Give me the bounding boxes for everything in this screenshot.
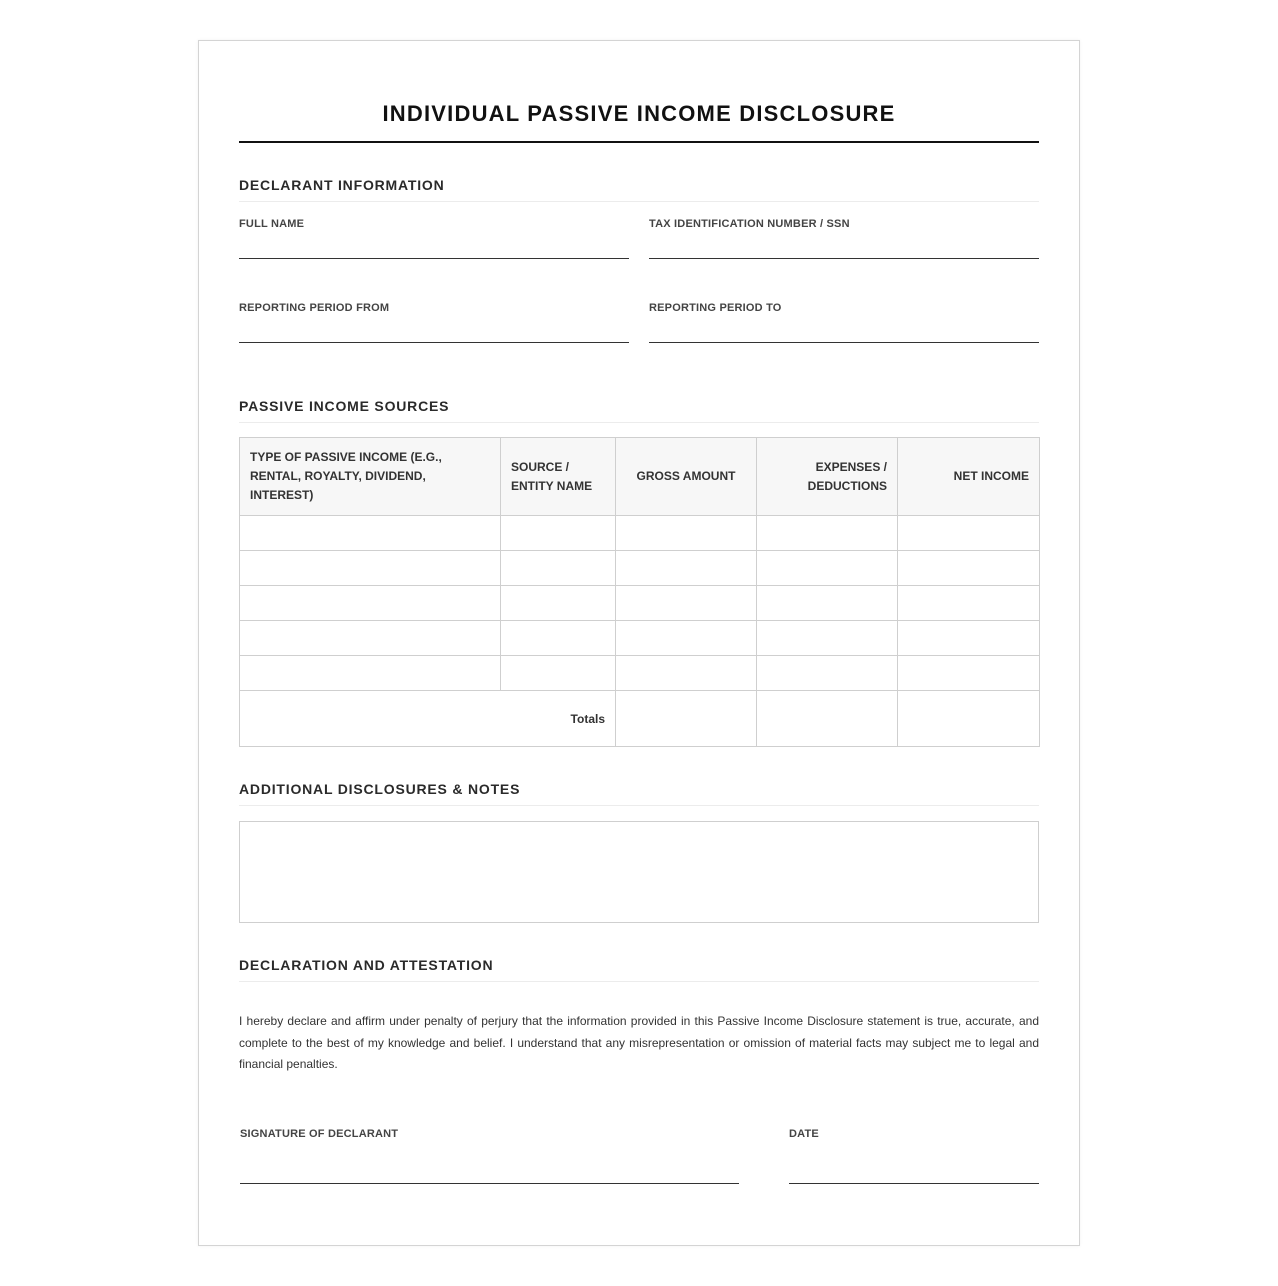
period-from-field[interactable]	[239, 302, 629, 314]
table-cell[interactable]	[501, 516, 616, 551]
form-title: INDIVIDUAL PASSIVE INCOME DISCLOSURE	[382, 101, 896, 126]
table-cell[interactable]	[757, 516, 898, 551]
period-to-label: REPORTING PERIOD TO	[649, 302, 782, 314]
table-cell[interactable]	[757, 551, 898, 586]
table-row	[240, 551, 1040, 586]
table-cell[interactable]	[757, 586, 898, 621]
tin-label: TAX IDENTIFICATION NUMBER / SSN	[649, 218, 850, 230]
totals-label: Totals	[240, 691, 616, 747]
period-from-label: REPORTING PERIOD FROM	[239, 302, 390, 314]
signature-field[interactable]	[240, 1128, 739, 1140]
col-header-gross-amount: GROSS AMOUNT	[616, 438, 757, 516]
table-cell[interactable]	[616, 551, 757, 586]
totals-row	[240, 691, 1040, 747]
table-cell[interactable]	[240, 551, 501, 586]
table-cell[interactable]	[616, 621, 757, 656]
period-to-line[interactable]	[649, 342, 1039, 343]
table-cell[interactable]	[616, 656, 757, 691]
tin-field[interactable]	[649, 218, 1039, 230]
table-row	[240, 586, 1040, 621]
table-cell[interactable]	[240, 586, 501, 621]
table-cell[interactable]	[501, 621, 616, 656]
full-name-label: FULL NAME	[239, 218, 305, 230]
income-table	[239, 437, 1040, 747]
table-row	[240, 516, 1040, 551]
signature-line[interactable]	[240, 1183, 739, 1184]
section-heading-declarant: DECLARANT INFORMATION	[239, 177, 1039, 202]
full-name-field[interactable]	[239, 218, 629, 230]
table-cell[interactable]	[616, 586, 757, 621]
date-field[interactable]	[789, 1128, 1039, 1140]
col-header-net-income: NET INCOME	[898, 438, 1040, 516]
table-cell[interactable]	[757, 656, 898, 691]
table-cell[interactable]	[240, 516, 501, 551]
total-gross-cell[interactable]	[616, 691, 757, 747]
total-expenses-cell[interactable]	[757, 691, 898, 747]
tin-line[interactable]	[649, 258, 1039, 259]
table-header-row	[240, 438, 1040, 516]
table-cell[interactable]	[240, 656, 501, 691]
table-cell[interactable]	[898, 621, 1040, 656]
date-line[interactable]	[789, 1183, 1039, 1184]
table-cell[interactable]	[757, 621, 898, 656]
table-cell[interactable]	[898, 551, 1040, 586]
section-heading-declaration: DECLARATION AND ATTESTATION	[239, 957, 1039, 982]
section-heading-sources: PASSIVE INCOME SOURCES	[239, 398, 1039, 423]
table-cell[interactable]	[898, 656, 1040, 691]
declaration-text: I hereby declare and affirm under penalty of perjury that the information provided in this Passive Income Disclosure statement is true, accurate, and complete to the best of my knowledge and belief. I understand that any misrepresentation or omission of material facts may subject me to legal and financial penalties.	[239, 1014, 1039, 1071]
table-cell[interactable]	[616, 516, 757, 551]
section-heading-notes: ADDITIONAL DISCLOSURES & NOTES	[239, 781, 1039, 806]
period-from-line[interactable]	[239, 342, 629, 343]
table-cell[interactable]	[240, 621, 501, 656]
table-cell[interactable]	[898, 586, 1040, 621]
period-to-field[interactable]	[649, 302, 1039, 314]
table-cell[interactable]	[898, 516, 1040, 551]
col-header-expenses: EXPENSES / DEDUCTIONS	[757, 438, 898, 516]
notes-textarea[interactable]	[239, 821, 1039, 923]
table-cell[interactable]	[501, 586, 616, 621]
total-net-cell[interactable]	[898, 691, 1040, 747]
col-header-source: SOURCE / ENTITY NAME	[501, 438, 616, 516]
table-row	[240, 621, 1040, 656]
full-name-line[interactable]	[239, 258, 629, 259]
col-header-income-type: TYPE OF PASSIVE INCOME (E.G., RENTAL, ROYALTY, DIVIDEND, INTEREST)	[240, 438, 501, 516]
table-cell[interactable]	[501, 656, 616, 691]
signature-label: SIGNATURE OF DECLARANT	[240, 1128, 399, 1140]
title-divider	[239, 141, 1039, 143]
table-cell[interactable]	[501, 551, 616, 586]
form-page	[198, 40, 1080, 1246]
table-row	[240, 656, 1040, 691]
date-label: DATE	[789, 1128, 819, 1140]
